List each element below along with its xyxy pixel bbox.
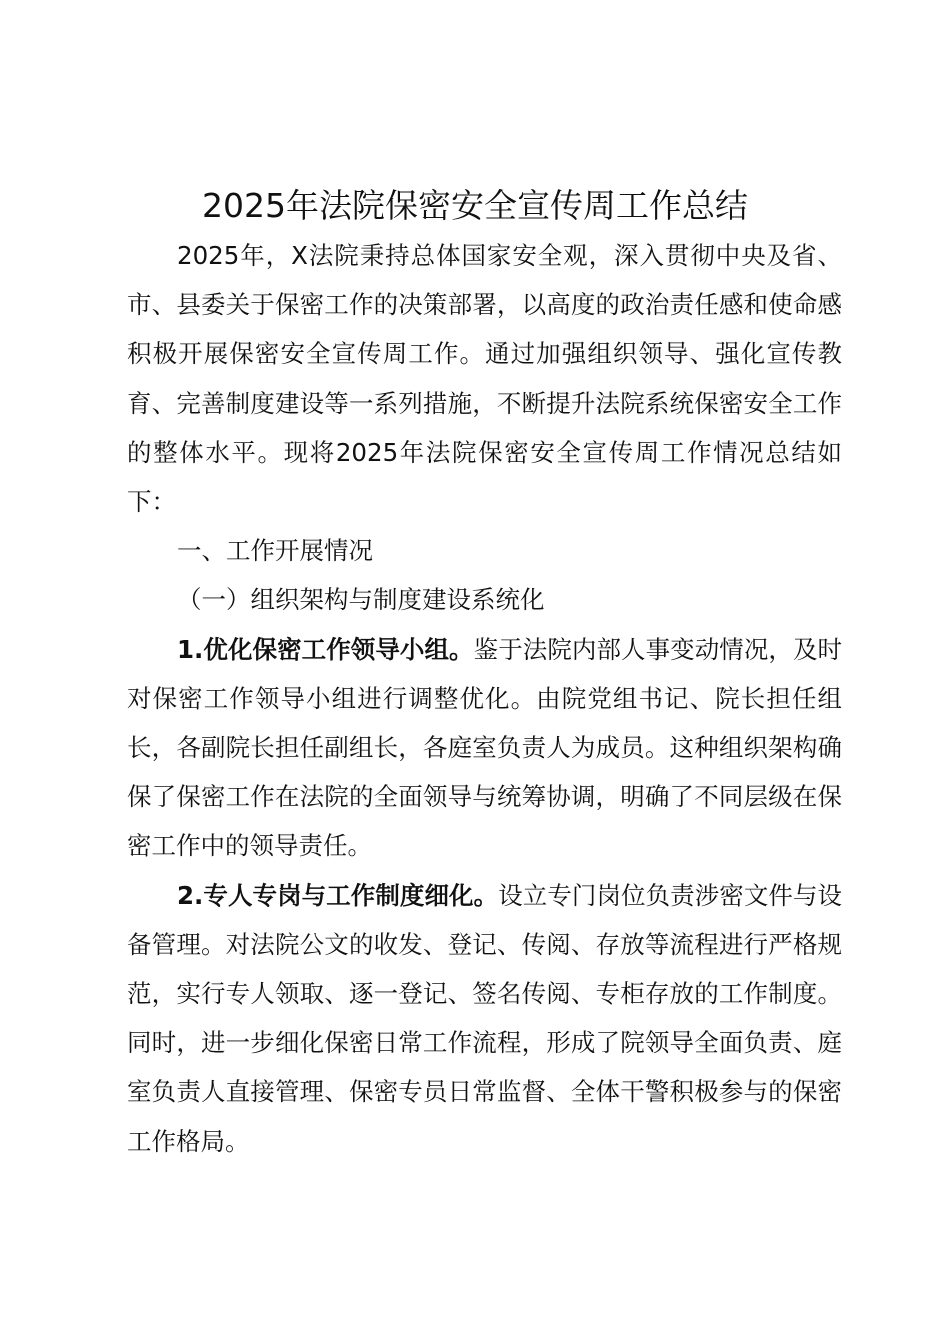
- item-1-paragraph: [127, 625, 842, 871]
- section-heading: 一、工作开展情况: [177, 536, 373, 566]
- item-2-text: 设立专门岗位负责涉密文件与设备管理。对法院公文的收发、登记、传阅、存放等流程进行严格规范，实行专人领取、逐一登记、签名传阅、专柜存放的工作制度。同时，进一步细化保密日常工作流程，形成了院领导全面负责、庭室负责人直接管理、保密专员日常监督、全体干警积极参与的保密工作格局。: [127, 880, 843, 1156]
- item-1-text: 鉴于法院内部人事变动情况，及时对保密工作领导小组进行调整优化。由院党组书记、院长担任组长，各副院长担任副组长，各庭室负责人为成员。这种组织架构确保了保密工作在法院的全面领导与统筹协调，明确了不同层级在保密工作中的领导责任。: [127, 634, 843, 861]
- item-2-paragraph: [127, 871, 842, 1166]
- intro-paragraph: 2025年，X法院秉持总体国家安全观，深入贯彻中央及省、市、县委关于保密工作的决策部署，以高度的政治责任感和使命感积极开展保密安全宣传周工作。通过加强组织领导、强化宣传教育、完善制度建设等一系列措施，不断提升法院系统保密安全工作的整体水平。现将2025年法院保密安全宣传周工作情况总结如下：: [127, 241, 842, 517]
- item-2-lead: 2.专人专岗与工作制度细化。: [177, 880, 499, 910]
- document-title: 2025年法院保密安全宣传周工作总结: [202, 186, 748, 225]
- item-1-lead: 1.优化保密工作领导小组。: [177, 634, 474, 664]
- subsection-heading: （一）组织架构与制度建设系统化: [177, 585, 545, 615]
- document-body: [127, 231, 842, 1166]
